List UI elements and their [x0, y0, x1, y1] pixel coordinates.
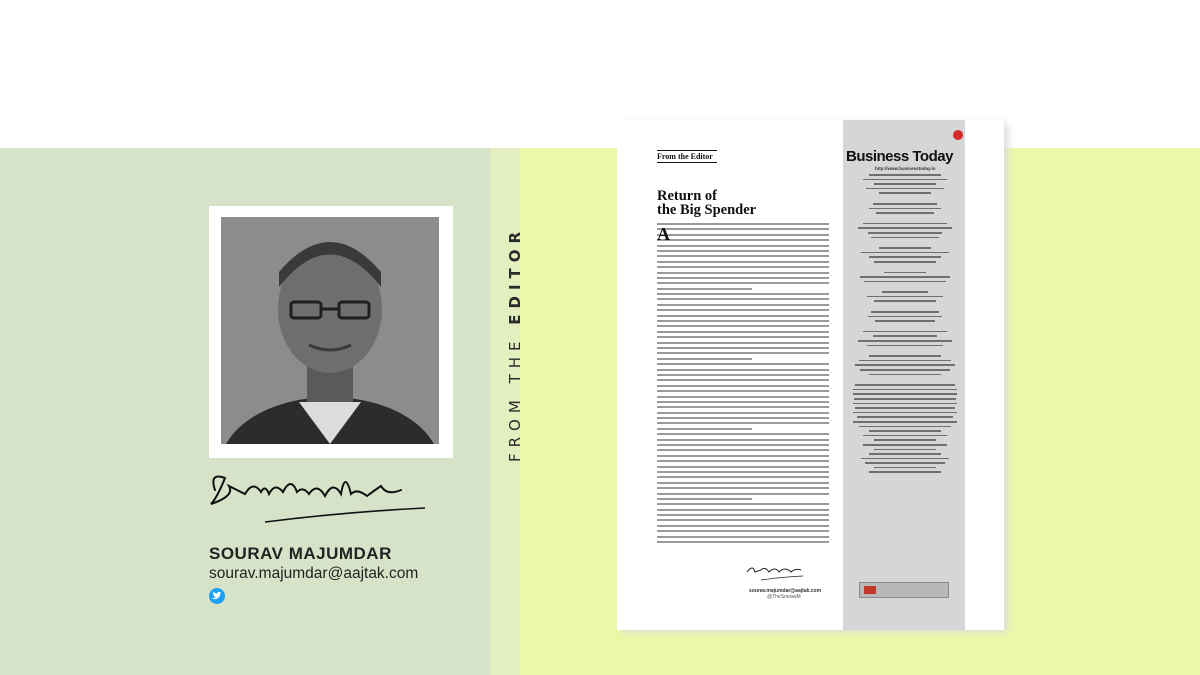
body-text-line: [657, 428, 752, 430]
body-text-line: [657, 358, 752, 360]
body-text-line: [657, 342, 829, 344]
masthead-text-line: [857, 416, 953, 418]
masthead-text-line: [869, 208, 942, 210]
body-text-line: [657, 293, 829, 295]
magazine-signature: [745, 562, 805, 584]
magazine-masthead: [843, 120, 965, 630]
body-text-line: [657, 223, 829, 225]
body-text-line: [657, 412, 829, 414]
masthead-text-line: [869, 430, 942, 432]
masthead-text-line: [868, 316, 943, 318]
body-text-line: [657, 331, 829, 333]
body-text-line: [657, 234, 829, 236]
body-text-line: [657, 476, 829, 478]
masthead-text-line: [861, 252, 948, 254]
masthead-text-line: [859, 360, 951, 362]
body-text-line: [657, 266, 829, 268]
masthead-stamp: [859, 582, 949, 598]
masthead-text-line: [863, 331, 946, 333]
body-text-line: [657, 315, 829, 317]
magazine-email: sourav.majumdar@aajtak.com: [749, 588, 822, 594]
magazine-section-label: From the Editor: [657, 150, 717, 163]
body-text-line: [657, 530, 829, 532]
body-text-line: [657, 379, 829, 381]
body-text-line: [657, 401, 829, 403]
section-label-bold: EDITOR: [506, 225, 524, 325]
masthead-text-line: [863, 179, 946, 181]
body-text-line: [657, 245, 829, 247]
body-text-line: [657, 536, 829, 538]
masthead-text-line: [860, 276, 949, 278]
body-text-line: [657, 417, 829, 419]
masthead-text-line: [876, 212, 934, 214]
body-text-line: [657, 466, 829, 468]
body-text-line: [657, 444, 829, 446]
masthead-text-line: [875, 320, 935, 322]
masthead-text-line: [874, 183, 936, 185]
body-text-line: [657, 406, 829, 408]
masthead-text-line: [863, 435, 946, 437]
body-text-line: [657, 255, 829, 257]
body-text-line: [657, 336, 829, 338]
magazine-dropcap: A: [657, 224, 670, 244]
magazine-headline: [657, 189, 829, 217]
body-text-line: [657, 449, 829, 451]
masthead-staff-list: [853, 174, 957, 476]
masthead-text-line: [873, 203, 937, 205]
body-text-line: [657, 282, 829, 284]
magazine-page: [617, 120, 1004, 630]
body-text-line: [657, 325, 829, 327]
masthead-text-line: [868, 232, 943, 234]
masthead-text-line: [853, 421, 957, 423]
masthead-text-line: [854, 398, 956, 400]
body-text-line: [657, 277, 829, 279]
body-text-line: [657, 541, 829, 543]
twitter-icon[interactable]: [209, 588, 225, 604]
body-text-line: [657, 519, 829, 521]
body-text-line: [657, 482, 829, 484]
headline-line-2: the Big Spender: [657, 202, 757, 218]
masthead-text-line: [871, 237, 940, 239]
masthead-text-line: [867, 296, 944, 298]
masthead-text-line: [869, 453, 942, 455]
masthead-text-line: [861, 458, 948, 460]
author-name: SOURAV MAJUMDAR: [209, 544, 392, 563]
body-text-line: [657, 433, 829, 435]
body-text-line: [657, 509, 829, 511]
body-text-line: [657, 320, 829, 322]
section-label-light: FROM THE: [506, 335, 524, 462]
magazine-handle: @TheSouravM: [767, 594, 801, 600]
masthead-text-line: [853, 412, 957, 414]
editorial-column: [657, 150, 829, 546]
author-email[interactable]: sourav.majumdar@aajtak.com: [209, 565, 419, 582]
masthead-text-line: [884, 272, 926, 274]
masthead-url: http://www.businesstoday.in: [875, 166, 936, 171]
masthead-text-line: [882, 291, 928, 293]
body-text-line: [657, 471, 829, 473]
body-text-line: [657, 422, 829, 424]
masthead-text-line: [855, 407, 955, 409]
body-text-line: [657, 298, 829, 300]
body-text-line: [657, 228, 829, 230]
masthead-text-line: [863, 444, 946, 446]
body-text-line: [657, 385, 829, 387]
masthead-title: Business Today: [846, 148, 953, 165]
masthead-text-line: [873, 335, 937, 337]
body-text-line: [657, 374, 829, 376]
body-text-line: [657, 363, 829, 365]
body-text-line: [657, 250, 829, 252]
masthead-text-line: [853, 389, 957, 391]
body-text-line: [657, 390, 829, 392]
body-text-line: [657, 272, 829, 274]
body-text-line: [657, 309, 829, 311]
body-text-line: [657, 369, 829, 371]
masthead-text-line: [874, 261, 936, 263]
masthead-text-line: [865, 462, 944, 464]
body-text-line: [657, 493, 829, 495]
author-signature: [205, 460, 435, 540]
masthead-text-line: [867, 345, 944, 347]
body-text-line: [657, 460, 829, 462]
masthead-logo-icon: [953, 130, 963, 140]
masthead-text-line: [858, 340, 952, 342]
masthead-text-line: [860, 369, 949, 371]
body-text-line: [657, 347, 829, 349]
body-text-line: [657, 455, 829, 457]
body-text-line: [657, 396, 829, 398]
body-text-line: [657, 498, 752, 500]
body-text-line: [657, 487, 829, 489]
masthead-text-line: [853, 393, 957, 395]
body-text-line: [657, 288, 752, 290]
headline-line-1: Return of: [657, 188, 718, 204]
masthead-text-line: [859, 426, 951, 428]
body-text-line: [657, 525, 829, 527]
masthead-text-line: [869, 374, 942, 376]
masthead-text-line: [869, 471, 942, 473]
masthead-text-line: [879, 247, 931, 249]
masthead-text-line: [874, 300, 936, 302]
masthead-text-line: [874, 439, 936, 441]
masthead-text-line: [871, 311, 940, 313]
body-text-line: [657, 503, 829, 505]
body-text-line: [657, 439, 829, 441]
masthead-text-line: [874, 449, 936, 451]
body-text-line: [657, 239, 829, 241]
masthead-text-line: [866, 188, 944, 190]
masthead-text-line: [855, 384, 955, 386]
body-text-line: [657, 261, 829, 263]
masthead-text-line: [869, 174, 942, 176]
section-vertical-label: [506, 226, 524, 462]
masthead-text-line: [858, 227, 952, 229]
body-text-line: [657, 514, 829, 516]
masthead-text-line: [869, 256, 942, 258]
author-photo-frame: [209, 206, 453, 458]
masthead-text-line: [853, 403, 957, 405]
masthead-text-line: [864, 281, 945, 283]
body-text-line: [657, 304, 829, 306]
masthead-text-line: [879, 192, 931, 194]
masthead-text-line: [863, 223, 946, 225]
author-photo: [221, 217, 439, 444]
editorial-body-text: [657, 223, 829, 543]
masthead-text-line: [869, 355, 942, 357]
masthead-text-line: [855, 364, 955, 366]
masthead-text-line: [874, 467, 936, 469]
body-text-line: [657, 352, 829, 354]
